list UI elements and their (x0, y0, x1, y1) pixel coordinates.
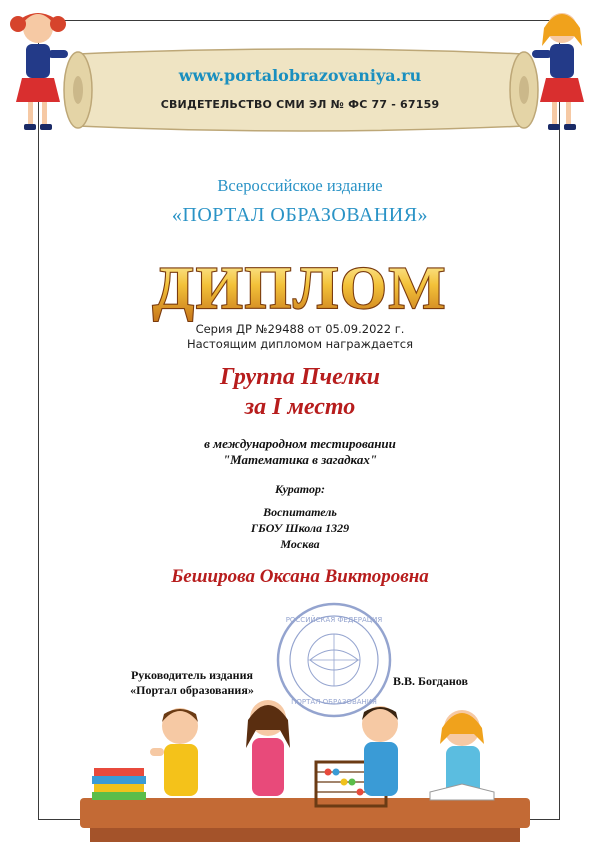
scroll-banner-graphic (58, 44, 544, 136)
website-url: www.portalobrazovaniya.ru (178, 66, 422, 85)
diploma-title (0, 254, 600, 322)
curator-role: Воспитатель (263, 505, 337, 519)
curator-label: Куратор: (275, 482, 325, 496)
children-illustration (80, 688, 530, 848)
edition-name: «ПОРТАЛ ОБРАЗОВАНИЯ» (171, 204, 429, 226)
curator-organization: ГБОУ Школа 1329 (250, 521, 350, 535)
svg-text:РОССИЙСКАЯ ФЕДЕРАЦИЯ: РОССИЙСКАЯ ФЕДЕРАЦИЯ (285, 616, 383, 624)
event-description: в международном тестировании (204, 436, 396, 451)
signer-name: В.В. Богданов (393, 674, 468, 688)
recipient-place: за I место (244, 394, 356, 420)
curator-city: Москва (280, 537, 320, 551)
publisher-head-line1: Руководитель издания (130, 668, 254, 682)
edition-subtitle: Всероссийское издание (217, 176, 383, 195)
curator-name: Беширова Оксана Викторовна (171, 566, 429, 587)
awarded-text: Настоящим дипломом награждается (186, 337, 413, 351)
svg-text:ПОРТАЛ ОБРАЗОВАНИЯ: ПОРТАЛ ОБРАЗОВАНИЯ (291, 698, 377, 706)
recipient-name: Группа Пчелки (219, 364, 380, 390)
series-number: Серия ДР №29488 от 05.09.2022 г. (195, 322, 405, 336)
diploma-title-text: ДИПЛОМ (152, 255, 448, 321)
media-certificate-number: СВИДЕТЕЛЬСТВО СМИ ЭЛ № ФС 77 - 67159 (160, 98, 440, 111)
publisher-head-line2: «Портал образования» (130, 683, 254, 697)
event-title: "Математика в загадках" (222, 452, 378, 467)
